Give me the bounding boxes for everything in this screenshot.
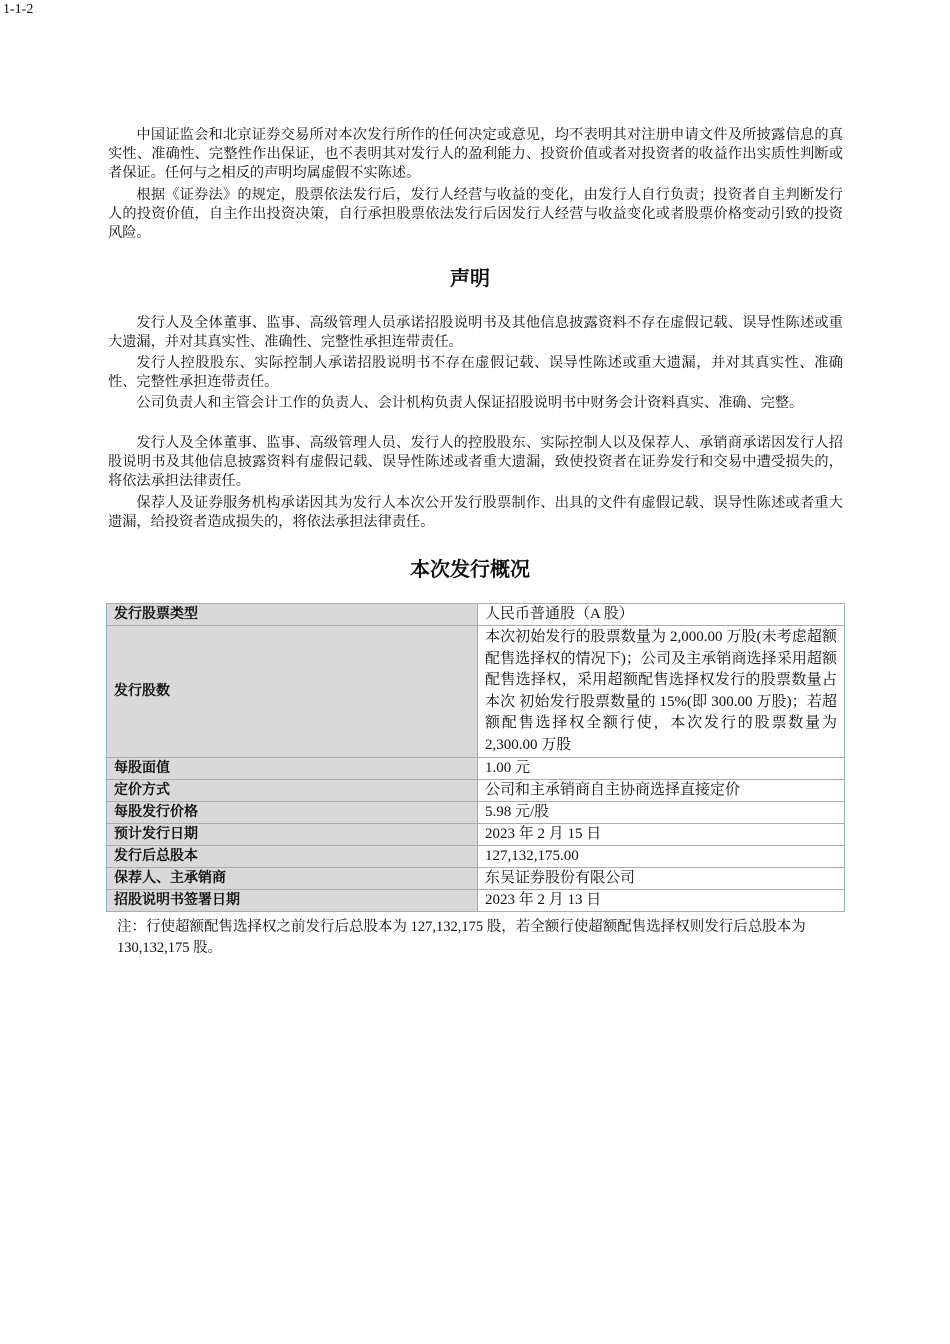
declaration-paragraph-1: 发行人及全体董事、监事、高级管理人员承诺招股说明书及其他信息披露资料不存在虚假记载、误导性陈述或重大遗漏，并对其真实性、准确性、完整性承担连带责任。 (108, 315, 843, 350)
declaration-paragraph-3: 公司负责人和主管会计工作的负责人、会计机构负责人保证招股说明书中财务会计资料真实、准确、完整。 (136, 395, 804, 411)
row-label: 定价方式 (107, 780, 478, 802)
table-row (107, 824, 845, 846)
declaration-title: 声明 (450, 266, 490, 290)
table-row (107, 890, 845, 912)
page-number: 1-1-2 (3, 2, 34, 17)
row-label: 每股面值 (107, 758, 478, 780)
row-value: 5.98 元/股 (478, 802, 845, 824)
row-value: 2023 年 2 月 15 日 (478, 824, 845, 846)
declaration-paragraph-5: 保荐人及证券服务机构承诺因其为发行人本次公开发行股票制作、出具的文件有虚假记载、误导性陈述或者重大遗漏，给投资者造成损失的，将依法承担法律责任。 (108, 495, 843, 530)
row-value: 127,132,175.00 (478, 846, 845, 868)
offering-summary-table (106, 603, 845, 912)
table-row (107, 604, 845, 626)
declaration-paragraph-4: 发行人及全体董事、监事、高级管理人员、发行人的控股股东、实际控制人以及保荐人、承销商承诺因发行人招股说明书及其他信息披露资料有虚假记载、误导性陈述或者重大遗漏，致使投资者在证券发行和交易中遭受损失的，将依法承担法律责任。 (108, 435, 843, 489)
row-value: 本次初始发行的股票数量为 2,000.00 万股(未考虑超额配售选择权的情况下)；公司及主承销商选择采用超额配售选择权，采用超额配售选择权发行的股票数量占本次 初始发行股票数量的 15%(即 300.00 万股)；若超额配售选择权全额行使，本次发行的股票数量为 2,300.00 万股 (485, 629, 837, 753)
offering-title: 本次发行概况 (410, 557, 530, 581)
declaration-paragraph-2: 发行人控股股东、实际控制人承诺招股说明书不存在虚假记载、误导性陈述或重大遗漏，并对其真实性、准确性、完整性承担连带责任。 (108, 355, 843, 390)
table-row (107, 780, 845, 802)
row-label: 发行股票类型 (107, 604, 478, 626)
intro-paragraph-1: 中国证监会和北京证券交易所对本次发行所作的任何决定或意见，均不表明其对注册申请文件及所披露信息的真实性、准确性、完整性作出保证，也不表明其对发行人的盈利能力、投资价值或者对投资者的收益作出实质性判断或者保证。任何与之相反的声明均属虚假不实陈述。 (108, 127, 843, 181)
row-value: 2023 年 2 月 13 日 (478, 890, 845, 912)
table-row (107, 802, 845, 824)
row-label: 预计发行日期 (107, 824, 478, 846)
row-label: 保荐人、主承销商 (107, 868, 478, 890)
table-row (107, 626, 845, 758)
row-label: 发行后总股本 (107, 846, 478, 868)
row-value: 公司和主承销商自主协商选择直接定价 (478, 780, 845, 802)
table-row (107, 758, 845, 780)
row-label: 发行股数 (107, 626, 478, 758)
intro-paragraph-2: 根据《证券法》的规定，股票依法发行后，发行人经营与收益的变化，由发行人自行负责；投资者自主判断发行人的投资价值，自主作出投资决策，自行承担股票依法发行后因发行人经营与收益变化或者股票价格变动引致的投资风险。 (108, 187, 843, 241)
table-footnote: 注：行使超额配售选择权之前发行后总股本为 127,132,175 股，若全额行使超额配售选择权则发行后总股本为 130,132,175 股。 (117, 919, 806, 956)
row-value: 东吴证券股份有限公司 (478, 868, 845, 890)
row-label: 每股发行价格 (107, 802, 478, 824)
row-value: 人民币普通股（A 股） (478, 604, 845, 626)
table-row (107, 846, 845, 868)
row-value-cell (478, 626, 845, 758)
row-value: 1.00 元 (478, 758, 845, 780)
row-label: 招股说明书签署日期 (107, 890, 478, 912)
table-row (107, 868, 845, 890)
